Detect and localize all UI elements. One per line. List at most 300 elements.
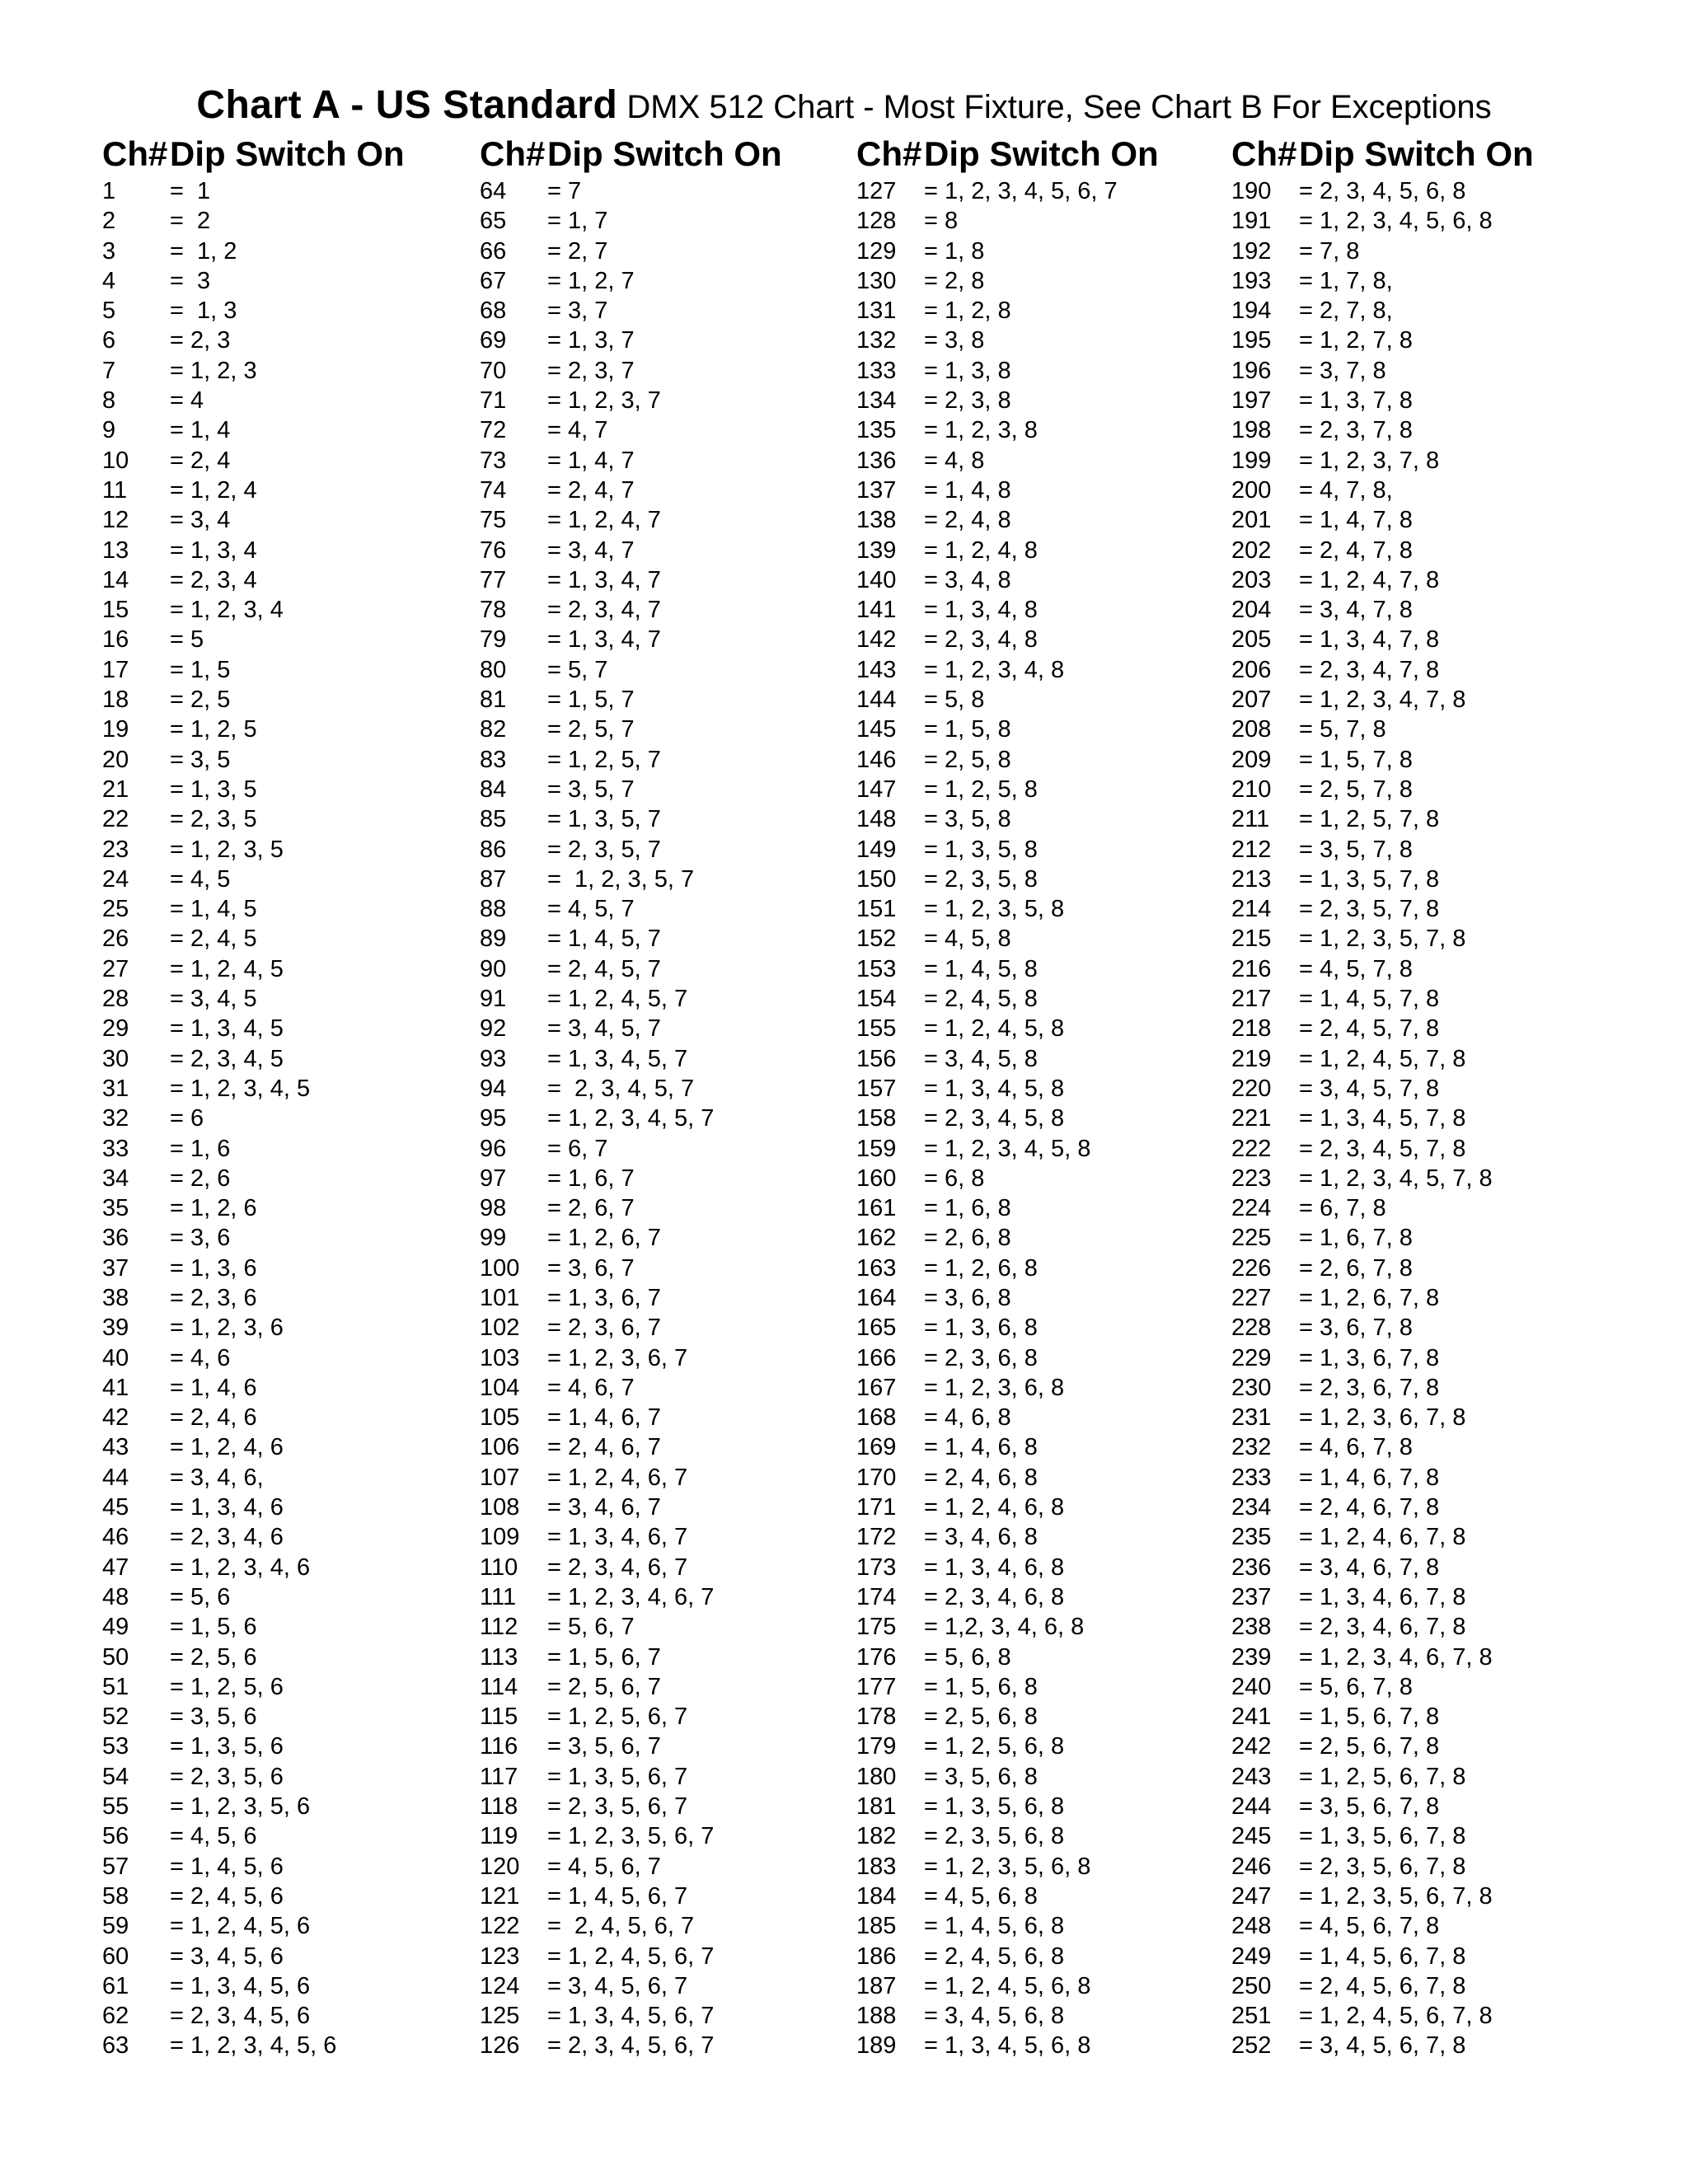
- table-row: [480, 446, 842, 476]
- dip-switch-value: = 1, 2, 3, 5, 6, 7, 8: [1299, 1882, 1493, 1910]
- channel-number: 16: [102, 626, 129, 654]
- table-row: [102, 1522, 465, 1552]
- channel-number: 94: [480, 1075, 507, 1102]
- dip-switch-value: = 3, 7, 8: [1299, 357, 1386, 384]
- channel-number: 151: [856, 896, 897, 923]
- table-row: [1231, 715, 1594, 744]
- dip-switch-value: = 1, 3, 7: [547, 327, 635, 354]
- channel-number: 124: [480, 1972, 520, 1999]
- table-row: [856, 1014, 1219, 1043]
- dip-switch-value: = 4, 6, 7, 8: [1299, 1434, 1413, 1461]
- table-row: [480, 1792, 842, 1821]
- table-row: [1231, 1882, 1594, 1911]
- channel-number: 2: [102, 208, 116, 235]
- dip-header: Dip Switch On: [1299, 134, 1534, 173]
- channel-number: 39: [102, 1315, 129, 1342]
- dip-switch-value: = 2, 3, 4, 6, 8: [924, 1583, 1065, 1610]
- table-row: [102, 924, 465, 954]
- table-row: [102, 1672, 465, 1702]
- dip-switch-value: = 2, 3, 5, 6: [170, 1763, 284, 1790]
- table-row: [856, 1373, 1219, 1403]
- dip-switch-value: = 3, 4, 5, 6, 7, 8: [1299, 2032, 1466, 2060]
- channel-number: 61: [102, 1972, 129, 1999]
- dip-switch-value: = 1, 2, 7: [547, 267, 635, 294]
- table-row: [102, 865, 465, 894]
- dip-switch-value: = 3, 6: [170, 1225, 231, 1252]
- dip-switch-value: = 1, 3, 5: [170, 776, 257, 803]
- channel-number: 132: [856, 327, 897, 354]
- channel-number: 154: [856, 986, 897, 1013]
- channel-number: 222: [1231, 1135, 1272, 1162]
- table-row: [1231, 565, 1594, 595]
- table-row: [102, 446, 465, 476]
- table-row: [1231, 1911, 1594, 1941]
- dip-switch-value: = 1, 4, 6, 8: [924, 1434, 1038, 1461]
- channel-number: 10: [102, 447, 129, 474]
- dip-switch-value: = 1, 2, 6, 7: [547, 1225, 661, 1252]
- table-row: [1231, 1553, 1594, 1582]
- dip-switch-value: = 1, 2, 3, 4, 5, 8: [924, 1135, 1091, 1162]
- table-row: [1231, 2001, 1594, 2031]
- table-row: [480, 715, 842, 744]
- table-row: [480, 326, 842, 355]
- channel-number: 9: [102, 417, 116, 444]
- dip-switch-value: = 1, 2, 4, 5, 6: [170, 1913, 311, 1940]
- table-row: [856, 685, 1219, 715]
- dip-switch-value: = 3, 4, 5, 8: [924, 1045, 1038, 1072]
- dip-switch-value: = 1, 3, 4, 5: [170, 1015, 284, 1043]
- channel-number: 30: [102, 1045, 129, 1072]
- table-row: [480, 865, 842, 894]
- table-row: [480, 1942, 842, 1971]
- table-row: [102, 1942, 465, 1971]
- table-row: [1231, 865, 1594, 894]
- channel-number: 54: [102, 1763, 129, 1790]
- channel-number: 87: [480, 865, 507, 893]
- dip-switch-value: = 1, 2, 3, 6, 7, 8: [1299, 1404, 1466, 1432]
- channel-number: 73: [480, 447, 507, 474]
- dip-switch-value: = 2, 3, 6, 7: [547, 1315, 661, 1342]
- table-row: [102, 715, 465, 744]
- column-header: [1231, 132, 1594, 176]
- ch-header: Ch#: [856, 134, 922, 173]
- dip-switch-value: = 1: [170, 178, 211, 204]
- channel-number: 162: [856, 1225, 897, 1252]
- table-row: [1231, 625, 1594, 654]
- channel-number: 189: [856, 2032, 897, 2060]
- table-row: [480, 745, 842, 775]
- table-row: [856, 1193, 1219, 1223]
- channel-number: 67: [480, 267, 507, 294]
- table-row: [1231, 1762, 1594, 1792]
- channel-number: 107: [480, 1464, 520, 1491]
- table-row: [102, 1223, 465, 1253]
- channel-number: 211: [1231, 806, 1270, 833]
- channel-number: 112: [480, 1614, 518, 1641]
- dip-switch-value: = 1, 2, 3, 4, 6, 7, 8: [1299, 1643, 1493, 1671]
- table-row: [480, 1074, 842, 1104]
- channel-number: 29: [102, 1015, 129, 1043]
- table-row: [856, 565, 1219, 595]
- dip-switch-value: = 2, 3, 4, 5: [170, 1045, 284, 1072]
- channel-number: 167: [856, 1374, 897, 1401]
- dip-switch-value: = 1, 3, 6, 7, 8: [1299, 1344, 1440, 1371]
- dip-switch-value: = 1, 6, 7, 8: [1299, 1225, 1413, 1252]
- table-row: [102, 1254, 465, 1283]
- channel-number: 168: [856, 1404, 897, 1432]
- dip-switch-value: = 1, 2, 3, 5, 7, 8: [1299, 926, 1466, 953]
- channel-number: 138: [856, 507, 897, 534]
- dip-switch-value: = 1, 4, 8: [924, 476, 1011, 504]
- channel-number: 250: [1231, 1972, 1272, 1999]
- table-row: [102, 1971, 465, 2001]
- channel-number: 142: [856, 626, 897, 654]
- dip-switch-value: = 3, 5, 7, 8: [1299, 836, 1413, 863]
- dip-switch-value: = 2, 3, 4, 5, 7, 8: [1299, 1135, 1466, 1162]
- channel-number: 69: [480, 327, 507, 354]
- column-header: [480, 132, 842, 176]
- dip-switch-value: = 1, 2, 5, 6, 7, 8: [1299, 1763, 1466, 1790]
- dip-switch-value: = 1, 3, 4, 5, 7, 8: [1299, 1105, 1466, 1132]
- table-row: [856, 1553, 1219, 1582]
- table-row: [480, 266, 842, 296]
- channel-number: 108: [480, 1494, 520, 1521]
- table-row: [102, 835, 465, 865]
- dip-switch-value: = 1, 2, 3, 4, 5, 6, 7: [924, 178, 1118, 204]
- table-row: [102, 894, 465, 924]
- dip-switch-value: = 1, 2, 3, 5, 8: [924, 896, 1065, 923]
- channel-number: 93: [480, 1045, 507, 1072]
- dip-switch-value: = 2, 3, 7, 8: [1299, 417, 1413, 444]
- dip-switch-value: = 1, 3, 8: [924, 357, 1011, 384]
- table-row: [1231, 476, 1594, 505]
- channel-number: 150: [856, 865, 897, 893]
- table-row: [856, 1044, 1219, 1074]
- table-row: [1231, 1732, 1594, 1761]
- channel-number: 100: [480, 1254, 520, 1282]
- channel-number: 53: [102, 1733, 129, 1760]
- table-row: [1231, 1373, 1594, 1403]
- channel-number: 122: [480, 1913, 520, 1940]
- channel-number: 8: [102, 387, 116, 415]
- channel-number: 160: [856, 1165, 897, 1192]
- channel-number: 226: [1231, 1254, 1272, 1282]
- channel-number: 59: [102, 1913, 129, 1940]
- table-row: [480, 1403, 842, 1432]
- table-row: [102, 1313, 465, 1343]
- dip-switch-value: = 2, 3, 8: [924, 387, 1011, 415]
- table-row: [1231, 1164, 1594, 1193]
- channel-number: 77: [480, 566, 507, 593]
- table-row: [856, 1074, 1219, 1104]
- dip-switch-value: = 1, 3, 6, 7: [547, 1284, 661, 1311]
- table-row: [856, 954, 1219, 984]
- dip-switch-value: = 2, 4, 5, 6, 8: [924, 1943, 1065, 1970]
- table-row: [1231, 1104, 1594, 1133]
- dip-switch-value: = 2, 5, 6: [170, 1643, 257, 1671]
- table-row: [480, 237, 842, 266]
- ch-header: Ch#: [102, 134, 168, 173]
- table-row: [856, 415, 1219, 445]
- channel-number: 102: [480, 1315, 520, 1342]
- dip-switch-value: = 2, 7: [547, 237, 608, 265]
- dip-switch-value: = 2, 3, 7: [547, 357, 635, 384]
- table-row: [1231, 1672, 1594, 1702]
- dip-switch-value: = 1, 4, 6, 7, 8: [1299, 1464, 1440, 1491]
- table-row: [480, 1493, 842, 1522]
- table-row: [102, 1373, 465, 1403]
- table-row: [102, 1882, 465, 1911]
- table-row: [856, 1582, 1219, 1612]
- table-row: [480, 685, 842, 715]
- table-row: [480, 1702, 842, 1732]
- dip-switch-value: = 2, 3, 5, 6, 8: [924, 1823, 1065, 1850]
- table-row: [102, 536, 465, 565]
- dip-switch-value: = 1, 5, 6, 7, 8: [1299, 1704, 1440, 1731]
- table-row: [1231, 984, 1594, 1014]
- channel-number: 121: [480, 1882, 520, 1910]
- channel-number: 111: [480, 1583, 517, 1610]
- channel-number: 244: [1231, 1793, 1272, 1821]
- channel-number: 235: [1231, 1524, 1272, 1551]
- table-row: [480, 1343, 842, 1373]
- channel-number: 178: [856, 1704, 897, 1731]
- table-row: [102, 1104, 465, 1133]
- channel-number: 96: [480, 1135, 507, 1162]
- dip-switch-value: = 5, 7: [547, 656, 608, 683]
- channel-number: 165: [856, 1315, 897, 1342]
- dip-switch-value: = 2, 4, 6, 7: [547, 1434, 661, 1461]
- table-row: [856, 835, 1219, 865]
- channel-number: 74: [480, 476, 507, 504]
- channel-number: 153: [856, 955, 897, 982]
- dip-switch-value: = 4, 5: [170, 865, 231, 893]
- channel-number: 40: [102, 1344, 129, 1371]
- dip-switch-value: = 1, 7: [547, 208, 608, 235]
- table-row: [480, 1612, 842, 1642]
- channel-number: 183: [856, 1853, 897, 1880]
- table-row: [856, 1223, 1219, 1253]
- channel-number: 83: [480, 746, 507, 773]
- channel-number: 156: [856, 1045, 897, 1072]
- table-row: [480, 386, 842, 415]
- dip-switch-value: = 2, 4, 5, 7: [547, 955, 661, 982]
- table-row: [856, 1612, 1219, 1642]
- dip-switch-value: = 2, 5, 6, 7: [547, 1673, 661, 1700]
- table-row: [102, 415, 465, 445]
- channel-number: 198: [1231, 417, 1272, 444]
- dip-switch-value: = 2, 4, 5, 8: [924, 986, 1038, 1013]
- dip-switch-value: = 2, 4, 5, 6, 7: [547, 1913, 695, 1940]
- channel-number: 88: [480, 896, 507, 923]
- dip-switch-value: = 5, 6: [170, 1583, 231, 1610]
- table-row: [856, 476, 1219, 505]
- table-row: [856, 1522, 1219, 1552]
- dip-switch-value: = 1, 3, 4, 5, 6, 7: [547, 2003, 715, 2030]
- dip-switch-value: = 2, 4, 8: [924, 507, 1011, 534]
- table-row: [856, 1762, 1219, 1792]
- channel-number: 17: [102, 656, 129, 683]
- table-row: [102, 954, 465, 984]
- dip-switch-value: = 2, 3, 5, 6, 7, 8: [1299, 1853, 1466, 1880]
- channel-number: 4: [102, 267, 116, 294]
- table-row: [102, 1074, 465, 1104]
- title-main: Chart A - US Standard: [196, 83, 618, 127]
- channel-number: 76: [480, 537, 507, 564]
- dip-switch-value: = 2, 5, 7: [547, 716, 635, 743]
- table-row: [102, 1821, 465, 1851]
- channel-number: 163: [856, 1254, 897, 1282]
- channel-number: 187: [856, 1972, 897, 1999]
- dip-switch-value: = 1, 2, 3, 6, 7: [547, 1344, 688, 1371]
- dip-switch-value: = 1, 3, 4, 6, 7: [547, 1524, 688, 1551]
- dip-switch-value: = 6: [170, 1105, 204, 1132]
- dip-switch-value: = 1, 4, 5, 7, 8: [1299, 986, 1440, 1013]
- dip-switch-value: = 3, 4, 5, 7: [547, 1015, 661, 1043]
- table-row: [1231, 894, 1594, 924]
- channel-number: 213: [1231, 865, 1272, 893]
- table-row: [480, 1463, 842, 1493]
- dip-switch-value: = 1, 3, 4, 7: [547, 566, 661, 593]
- dip-switch-value: = 4, 8: [924, 447, 985, 474]
- dip-switch-value: = 1, 2, 5: [170, 716, 257, 743]
- dip-switch-value: = 3, 5, 6, 8: [924, 1763, 1038, 1790]
- table-row: [1231, 1014, 1594, 1043]
- channel-number: 57: [102, 1853, 129, 1880]
- dip-switch-value: = 1, 3, 5, 7: [547, 806, 661, 833]
- dip-switch-value: = 4, 5, 6: [170, 1823, 257, 1850]
- dip-switch-value: = 2, 3, 5: [170, 806, 257, 833]
- channel-number: 79: [480, 626, 507, 654]
- dip-switch-value: = 1, 2, 4, 7: [547, 507, 661, 534]
- table-row: [856, 1134, 1219, 1164]
- channel-number: 159: [856, 1135, 897, 1162]
- table-row: [1231, 655, 1594, 685]
- dip-switch-value: = 2, 3, 6: [170, 1284, 257, 1311]
- dip-switch-value: = 2, 3, 6, 8: [924, 1344, 1038, 1371]
- dip-switch-value: = 1, 4, 5, 6: [170, 1853, 284, 1880]
- channel-number: 186: [856, 1943, 897, 1970]
- table-row: [856, 1463, 1219, 1493]
- table-row: [102, 1792, 465, 1821]
- column-header: [102, 132, 465, 176]
- channel-number: 5: [102, 298, 116, 325]
- dip-switch-value: = 1, 2, 6, 8: [924, 1254, 1038, 1282]
- channel-number: 65: [480, 208, 507, 235]
- dip-switch-value: = 3, 4, 6, 8: [924, 1524, 1038, 1551]
- channel-number: 98: [480, 1195, 507, 1222]
- dip-switch-value: = 1, 3, 4, 5, 8: [924, 1075, 1065, 1102]
- dip-switch-value: = 4, 6: [170, 1344, 231, 1371]
- channel-number: 194: [1231, 298, 1272, 325]
- channel-number: 20: [102, 746, 129, 773]
- dip-switch-value: = 1, 2, 3, 6, 8: [924, 1374, 1065, 1401]
- table-row: [856, 356, 1219, 386]
- table-row: [102, 565, 465, 595]
- channel-number: 64: [480, 178, 507, 204]
- table-row: [480, 1582, 842, 1612]
- channel-number: 149: [856, 836, 897, 863]
- dip-switch-value: = 1, 6, 7: [547, 1165, 635, 1192]
- table-row: [480, 924, 842, 954]
- dip-switch-value: = 1, 2, 3, 7, 8: [1299, 447, 1440, 474]
- dip-switch-value: = 2, 3, 4, 6, 7: [547, 1554, 688, 1581]
- dip-switch-value: = 2, 3, 4, 7, 8: [1299, 656, 1440, 683]
- dip-switch-value: = 1, 2, 3, 4, 5, 6: [170, 2032, 337, 2060]
- channel-number: 141: [856, 597, 897, 624]
- channel-number: 78: [480, 597, 507, 624]
- channel-number: 188: [856, 2003, 897, 2030]
- channel-number: 103: [480, 1344, 520, 1371]
- channel-number: 135: [856, 417, 897, 444]
- table-row: [102, 386, 465, 415]
- channel-number: 192: [1231, 237, 1272, 265]
- table-row: [856, 984, 1219, 1014]
- dip-switch-value: = 1, 2, 3, 5, 6: [170, 1793, 311, 1821]
- dip-switch-value: = 2, 6, 7, 8: [1299, 1254, 1413, 1282]
- table-row: [480, 1193, 842, 1223]
- channel-number: 203: [1231, 566, 1272, 593]
- table-row: [102, 1014, 465, 1043]
- channel-number: 243: [1231, 1763, 1272, 1790]
- table-row: [480, 835, 842, 865]
- table-row: [856, 894, 1219, 924]
- dip-switch-value: = 1, 4, 6: [170, 1374, 257, 1401]
- table-row: [856, 804, 1219, 834]
- table-row: [480, 1672, 842, 1702]
- channel-number: 97: [480, 1165, 507, 1192]
- dip-switch-value: = 1, 2, 5, 6: [170, 1673, 284, 1700]
- dip-switch-value: = 1, 2, 4: [170, 476, 257, 504]
- channel-number: 224: [1231, 1195, 1272, 1222]
- channel-number: 6: [102, 327, 116, 354]
- channel-number: 115: [480, 1704, 518, 1731]
- table-row: [856, 296, 1219, 326]
- dip-switch-value: = 3: [170, 267, 211, 294]
- table-row: [102, 1643, 465, 1672]
- dip-switch-value: = 1, 2, 4, 5, 7, 8: [1299, 1045, 1466, 1072]
- channel-number: 190: [1231, 178, 1272, 204]
- channel-number: 229: [1231, 1344, 1272, 1371]
- dip-switch-value: = 5, 6, 8: [924, 1643, 1011, 1671]
- channel-number: 41: [102, 1374, 129, 1401]
- table-row: [856, 655, 1219, 685]
- dip-switch-value: = 3, 4, 7: [547, 537, 635, 564]
- dip-switch-value: = 1, 2, 3, 4, 5, 7: [547, 1105, 715, 1132]
- channel-number: 185: [856, 1913, 897, 1940]
- dip-switch-value: = 1, 4, 5, 8: [924, 955, 1038, 982]
- channel-number: 7: [102, 357, 116, 384]
- table-row: [1231, 775, 1594, 804]
- table-row: [480, 2001, 842, 2031]
- table-row: [102, 1702, 465, 1732]
- table-row: [856, 266, 1219, 296]
- dip-switch-value: = 2, 6, 8: [924, 1225, 1011, 1252]
- table-row: [856, 865, 1219, 894]
- channel-number: 158: [856, 1105, 897, 1132]
- dip-switch-value: = 2, 3, 5, 7, 8: [1299, 896, 1440, 923]
- channel-number: 249: [1231, 1943, 1272, 1970]
- channel-number: 152: [856, 926, 897, 953]
- table-row: [856, 326, 1219, 355]
- table-row: [102, 595, 465, 625]
- dip-switch-value: = 1, 3, 4, 6: [170, 1494, 284, 1521]
- table-row: [102, 2031, 465, 2060]
- table-row: [480, 1643, 842, 1672]
- ch-header: Ch#: [480, 134, 546, 173]
- table-row: [480, 1223, 842, 1253]
- table-row: [856, 1971, 1219, 2001]
